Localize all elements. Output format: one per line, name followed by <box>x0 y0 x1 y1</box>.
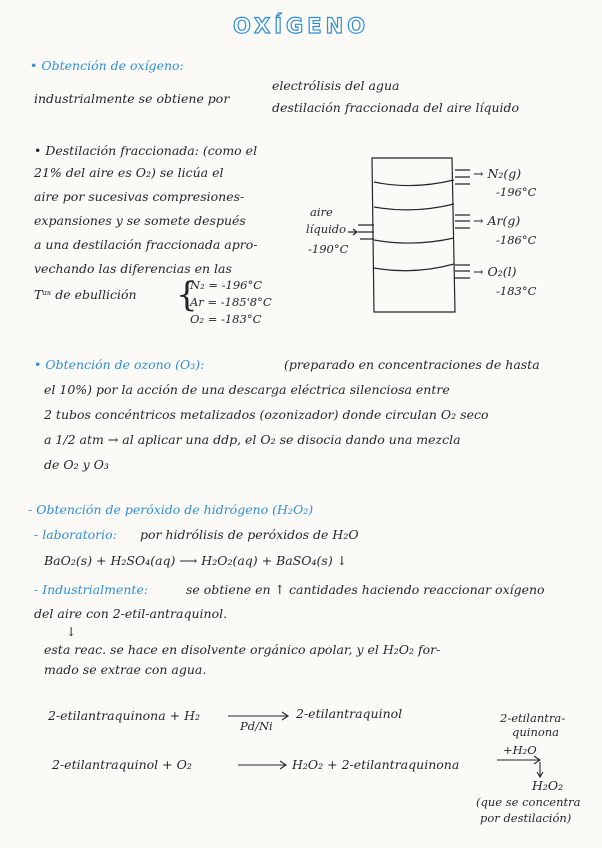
page-title: OXÍGENO <box>232 14 370 38</box>
side-bottom-note-2: por destilación) <box>480 811 572 825</box>
output-ar-temp: -186°C <box>496 233 537 247</box>
temps-brace: { <box>176 275 198 315</box>
eq2-arrow <box>238 761 286 769</box>
eq1-left: 2-etilantraquinona + H₂ <box>48 708 201 723</box>
ozono-line-3: 2 tubos concéntricos metalizados (ozonizador) donde circulan O₂ seco <box>44 407 489 422</box>
industrial-line-2: del aire con 2-etil-antraquinol. <box>34 606 228 621</box>
side-bottom-note-1: (que se concentra <box>476 795 581 809</box>
ozono-line-1: (preparado en concentraciones de hasta <box>284 357 540 372</box>
output-ar-label: → Ar(g) <box>473 213 521 228</box>
output-n2-label: → N₂(g) <box>473 166 522 181</box>
side-top-1: 2-etilantra- <box>500 711 566 725</box>
industrial-line-5: mado se extrae con agua. <box>44 662 207 677</box>
lab-label: - laboratorio: <box>34 527 117 542</box>
column-input-temp: -190°C <box>308 242 349 256</box>
side-top-2: quinona <box>512 725 560 739</box>
output-o2-temp: -183°C <box>496 284 537 298</box>
destilacion-line-5: a una destilación fraccionada apro- <box>34 237 258 252</box>
section-heading-obtencion-oxigeno: • Obtención de oxígeno: <box>30 58 184 73</box>
industrial-label: - Industrialmente: <box>34 582 149 597</box>
ozono-line-2: el 10%) por la acción de una descarga eléctrica silenciosa entre <box>44 382 450 397</box>
ozono-line-4: a 1/2 atm → al aplicar una ddp, el O₂ se disocia dando una mezcla <box>44 432 461 447</box>
industrial-line-4: esta reac. se hace en disolvente orgánico apolar, y el H₂O₂ for- <box>44 642 441 657</box>
destilacion-line-2: 21% del aire es O₂) se licúa el <box>34 165 224 180</box>
method-destilacion: destilación fraccionada del aire líquido <box>272 100 520 115</box>
side-arrow-down <box>537 762 543 777</box>
lab-equation: BaO₂(s) + H₂SO₄(aq) ⟶ H₂O₂(aq) + BaSO₄(s) ↓ <box>44 553 348 568</box>
destilacion-line-3: aire por sucesivas compresiones- <box>34 189 245 204</box>
eq1-right: 2-etilantraquinol <box>296 706 403 721</box>
side-bottom-h2o2: H₂O₂ <box>532 778 564 793</box>
output-o2-label: → O₂(l) <box>473 264 517 279</box>
section-heading-peroxido: - Obtención de peróxido de hidrógeno (H₂O₂) <box>28 502 314 517</box>
output-n2-temp: -196°C <box>496 185 537 199</box>
industrial-lead-text: industrialmente se obtiene por <box>34 91 230 106</box>
temp-n2: N₂ = -196°C <box>190 278 263 292</box>
eq1-catalyst: Pd/Ni <box>240 719 273 733</box>
eq2-left: 2-etilantraquinol + O₂ <box>52 757 192 772</box>
ozono-line-5: de O₂ y O₃ <box>44 457 109 472</box>
destilacion-line-6: vechando las diferencias en las <box>34 261 232 276</box>
side-h2o: +H₂O <box>503 743 537 757</box>
lab-text: por hidrólisis de peróxidos de H₂O <box>140 527 359 542</box>
destilacion-line-4: expansiones y se somete después <box>34 213 246 228</box>
temp-ar: Ar = -185'8°C <box>190 295 272 309</box>
column-input-label-1: aire <box>310 205 333 219</box>
industrial-line-1: se obtiene en ↑ cantidades haciendo reaccionar oxígeno <box>186 582 545 597</box>
eq2-right: H₂O₂ + 2-etilantraquinona <box>292 757 460 772</box>
industrial-down-arrow: ↓ <box>66 624 77 639</box>
temp-o2: O₂ = -183°C <box>190 312 262 326</box>
section-heading-ozono: • Obtención de ozono (O₃): <box>34 357 205 372</box>
method-electrolisis: electrólisis del agua <box>272 78 400 93</box>
destilacion-line-7: Tᵃˢ de ebullición <box>34 287 137 302</box>
column-input-label-2: líquido <box>306 222 347 236</box>
destilacion-line-1: • Destilación fraccionada: (como el <box>34 143 258 158</box>
